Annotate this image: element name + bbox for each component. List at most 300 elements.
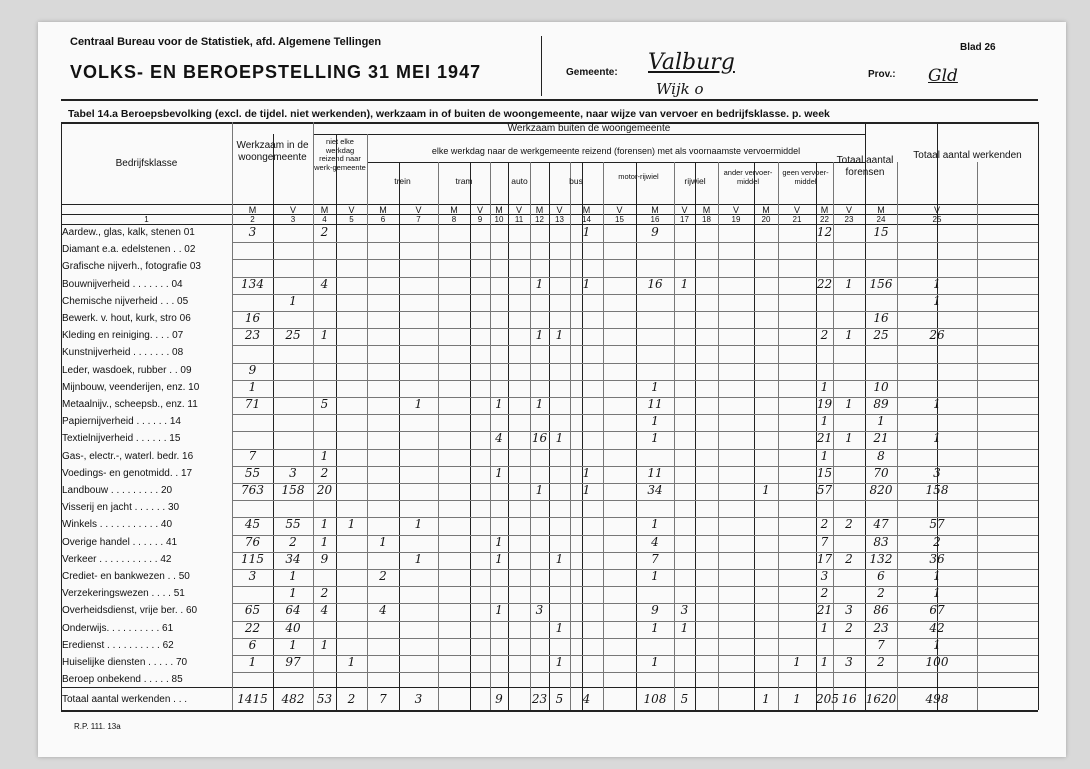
header-v: V (933, 205, 940, 215)
table-cell: 26 (929, 328, 945, 343)
column-rule (508, 162, 509, 710)
table-cell: 1 (845, 397, 853, 411)
table-cell: 83 (873, 534, 889, 549)
table-cell: 1 (651, 414, 659, 429)
table-cell: 3 (248, 569, 257, 583)
table-cell: 156 (869, 276, 893, 291)
row-label: Grafische nijverh., fotografie 03 (62, 261, 201, 273)
table-cell: 1 (877, 414, 885, 429)
row-label: Textielnijverheid . . . . . . 15 (62, 433, 181, 445)
column-number: 21 (792, 215, 802, 224)
table-cell: 1 (845, 276, 853, 291)
totals-cell: 205 (816, 692, 839, 706)
table-cell: 100 (925, 655, 949, 669)
table-cell: 15 (816, 465, 833, 480)
table-cell: 9 (320, 551, 329, 566)
table-cell: 21 (816, 603, 833, 618)
table-cell: 3 (845, 655, 853, 669)
table-cell: 1 (495, 534, 503, 549)
gemeente-value: Valburg (648, 50, 735, 75)
header-v: V (793, 205, 800, 215)
row-label: Eredienst . . . . . . . . . . 62 (62, 639, 174, 651)
column-number: 17 (680, 215, 689, 224)
table-cell: 55 (244, 465, 261, 480)
header-m: M (495, 205, 503, 215)
table-cell: 2 (320, 465, 329, 480)
table-cell: 1 (248, 379, 257, 394)
rule-table-bottom (61, 710, 1038, 712)
header-m: M (535, 205, 544, 215)
table-cell: 8 (877, 448, 885, 463)
gemeente-value-second-line: Wijk o (656, 80, 704, 98)
rule-buiten (313, 134, 865, 135)
column-number: 6 (380, 215, 386, 224)
table-cell: 4 (495, 431, 503, 446)
table-cell: 1 (495, 465, 503, 480)
totals-cell: 9 (495, 692, 503, 706)
table-cell: 22 (244, 620, 261, 635)
column-rule (570, 162, 571, 710)
table-cell: 158 (281, 483, 305, 497)
row-label: Chemische nijverheid . . . 05 (62, 295, 189, 307)
totals-cell: 7 (379, 692, 387, 706)
column-number: 3 (290, 215, 296, 224)
header-bus: bus (569, 176, 583, 186)
column-number: 14 (582, 215, 591, 224)
row-rule (232, 380, 1038, 381)
totals-cell: 2 (347, 692, 356, 706)
table-cell: 2 (845, 620, 853, 635)
column-number: 19 (731, 215, 741, 224)
header-m: M (877, 205, 885, 215)
header-m: M (702, 205, 711, 215)
header-auto: auto (511, 176, 528, 186)
table-cell: 1 (555, 431, 564, 446)
header-v: V (556, 205, 563, 215)
table-cell: 1 (535, 328, 544, 343)
table-cell: 1 (289, 569, 297, 583)
table-cell: 1 (582, 465, 591, 480)
header-v: V (476, 205, 483, 215)
column-number: 2 (250, 215, 255, 224)
column-number: 9 (477, 215, 483, 224)
table-cell: 4 (320, 276, 329, 291)
table-cell: 6 (248, 637, 257, 652)
row-label: Bouwnijverheid . . . . . . . 04 (62, 278, 183, 290)
table-cell: 11 (647, 397, 663, 411)
header-v: V (515, 205, 522, 215)
table-cell: 3 (289, 465, 297, 480)
table-cell: 1 (495, 603, 503, 618)
row-label: Huiselijke diensten . . . . . 70 (62, 657, 188, 668)
table-cell: 3 (845, 603, 853, 618)
table-cell: 97 (285, 655, 301, 669)
blad-label: Blad (960, 42, 982, 53)
table-cell: 1 (820, 620, 829, 635)
totals-cell: 498 (925, 692, 949, 706)
table-cell: 115 (241, 551, 264, 566)
header-ander-vervoermiddel: ander vervoer-middel (723, 168, 773, 186)
row-label: Verzekeringswezen . . . . 51 (62, 588, 185, 600)
table-cell: 4 (651, 534, 659, 549)
table-cell: 1 (347, 655, 356, 669)
totals-cell: 482 (281, 692, 305, 706)
table-cell: 12 (816, 225, 833, 239)
table-cell: 1 (535, 483, 544, 497)
table-cell: 1 (320, 534, 329, 549)
table-cell: 1 (680, 620, 689, 635)
column-rule (582, 162, 583, 710)
row-label: Overheidsdienst, vrije ber. . 60 (62, 605, 198, 617)
table-cell: 1 (933, 431, 941, 446)
totals-cell: 5 (555, 692, 564, 706)
totals-label: Totaal aantal werkenden . . . (62, 694, 188, 705)
table-cell: 89 (873, 397, 889, 411)
table-cell: 25 (285, 328, 301, 343)
header-v: V (289, 205, 296, 215)
table-cell: 7 (248, 448, 257, 463)
blad-number: 26 (984, 42, 996, 53)
table-cell: 23 (244, 328, 261, 343)
table-cell: 3 (248, 225, 257, 239)
table-cell: 16 (244, 311, 261, 325)
table-cell: 20 (316, 483, 333, 497)
row-label: Winkels . . . . . . . . . . . 40 (62, 519, 173, 531)
column-number: 1 (144, 215, 149, 224)
column-rule (399, 162, 400, 710)
organization-name: Centraal Bureau voor de Statistiek, afd. Algemene Tellingen (70, 36, 382, 48)
table-cell: 1 (933, 276, 941, 291)
table-cell: 34 (647, 483, 663, 497)
table-cell: 1 (933, 586, 941, 601)
column-number: 4 (322, 215, 327, 224)
table-cell: 7 (877, 637, 885, 652)
row-rule (232, 449, 1038, 450)
table-cell: 11 (647, 465, 663, 480)
table-cell: 1 (495, 397, 503, 411)
column-number: 16 (650, 215, 660, 224)
table-cell: 7 (820, 534, 829, 549)
table-cell: 1 (820, 414, 829, 429)
table-cell: 34 (285, 551, 301, 566)
row-label: Papiernijverheid . . . . . . 14 (62, 416, 181, 428)
row-label: Metaalnijv., scheepsb., enz. 11 (62, 399, 198, 410)
table-cell: 1 (414, 551, 423, 566)
table-cell: 1 (414, 517, 423, 532)
row-label: Voedings- en genotmidd. . 17 (62, 467, 193, 479)
table-cell: 1 (555, 620, 564, 635)
table-cell: 4 (379, 603, 387, 618)
header-geen-vervoermiddel: geen vervoer-middel (782, 168, 829, 186)
table-cell: 25 (873, 328, 889, 343)
table-cell: 763 (241, 483, 264, 497)
table-cell: 1 (762, 483, 770, 497)
row-label: Verkeer . . . . . . . . . . . 42 (62, 553, 172, 565)
table-cell: 65 (244, 603, 261, 618)
table-cell: 10 (873, 379, 889, 394)
table-cell: 70 (873, 465, 889, 480)
column-number: 12 (535, 215, 544, 224)
table-cell: 17 (816, 551, 833, 566)
row-label: Visserij en jacht . . . . . . 30 (62, 502, 180, 514)
table-cell: 1 (320, 517, 329, 532)
column-number: 8 (451, 215, 457, 224)
table-cell: 2 (820, 328, 829, 343)
table-cell: 6 (877, 569, 885, 583)
table-cell: 2 (877, 655, 885, 669)
table-cell: 1 (933, 637, 941, 652)
table-cell: 23 (873, 620, 889, 635)
table-cell: 132 (869, 551, 893, 566)
table-cell: 9 (651, 225, 659, 239)
totals-cell: 1 (762, 692, 770, 706)
table-cell: 1 (680, 276, 689, 291)
column-rule (754, 162, 755, 710)
table-cell: 1 (320, 448, 329, 463)
row-rule (232, 259, 1038, 260)
column-rule (470, 162, 471, 710)
column-rule (718, 162, 719, 710)
header-niet-elke: niet elke werkdag reizend naar werk-gemeente (314, 137, 366, 172)
rule-under-header (61, 99, 1038, 101)
table-cell: 1 (651, 431, 659, 446)
column-rule (603, 162, 604, 710)
row-label: Overige handel . . . . . . 41 (62, 536, 178, 548)
census-form-sheet (38, 22, 1066, 757)
header-m: M (320, 205, 329, 215)
totals-cell: 5 (680, 692, 689, 706)
header-m: M (651, 205, 659, 215)
row-label: Diamant e.a. edelstenen . . 02 (62, 244, 196, 256)
table-cell: 86 (873, 603, 889, 618)
column-rule (438, 162, 439, 710)
table-cell: 2 (320, 225, 329, 239)
table-cell: 3 (535, 603, 544, 618)
table-cell: 1 (379, 534, 387, 549)
table-cell: 1 (845, 431, 853, 446)
table-cell: 1 (555, 551, 564, 566)
header-werkzaam-buiten: Werkzaam buiten de woongemeente (507, 123, 671, 134)
header-divider (541, 36, 542, 96)
header-motorrijwiel: motor-rijwiel (618, 172, 659, 181)
table-cell: 21 (873, 431, 889, 446)
table-cell: 3 (933, 465, 941, 480)
table-cell: 2 (845, 551, 853, 566)
table-cell: 1 (582, 225, 591, 239)
header-totaal-forensen: Totaal aantal forensen (836, 155, 894, 178)
row-rule (232, 500, 1038, 501)
table-cell: 1 (320, 328, 329, 343)
totals-cell: 1415 (237, 692, 268, 706)
header-m: M (762, 205, 770, 215)
table-cell: 9 (651, 603, 659, 618)
table-cell: 1 (555, 655, 564, 669)
table-cell: 158 (925, 483, 949, 497)
header-m: M (379, 205, 387, 215)
column-number: 22 (820, 215, 829, 224)
row-label: Crediet- en bankwezen . . 50 (62, 571, 190, 582)
table-cell: 9 (248, 362, 257, 377)
sheet-number (960, 42, 996, 53)
row-rule (232, 414, 1038, 415)
table-cell: 2 (289, 534, 297, 549)
table-cell: 1 (651, 655, 659, 669)
row-label: Bewerk. v. hout, kurk, stro 06 (62, 313, 191, 324)
table-cell: 1 (248, 655, 257, 669)
table-cell: 2 (379, 569, 387, 583)
table-cell: 1 (289, 586, 297, 601)
header-trein: trein (394, 176, 411, 186)
totals-cell: 23 (531, 692, 548, 706)
table-cell: 2 (820, 517, 829, 532)
column-number: 25 (932, 215, 942, 224)
province-label: Prov.: (868, 69, 896, 80)
table-cell: 55 (285, 517, 301, 532)
table-cell: 40 (285, 620, 301, 635)
row-rule (232, 672, 1038, 673)
header-v: V (845, 205, 852, 215)
table-cell: 134 (241, 276, 264, 291)
table-cell: 1 (535, 397, 544, 411)
column-number: 23 (844, 215, 854, 224)
table-cell: 1 (820, 448, 829, 463)
table-cell: 21 (816, 431, 833, 446)
table-cell: 3 (680, 603, 689, 618)
table-cell: 42 (929, 620, 945, 635)
row-label: Kunstnijverheid . . . . . . . 08 (62, 347, 184, 359)
table-cell: 2 (845, 517, 853, 532)
header-elke-werkdag: elke werkdag naar de werkgemeente reizend (forensen) met als voornaamste vervoermiddel (431, 146, 801, 156)
table-cell: 2 (933, 534, 941, 549)
column-number: 11 (514, 215, 524, 224)
table-cell: 19 (816, 397, 833, 411)
table-cell: 16 (531, 431, 548, 446)
table-cell: 76 (244, 534, 261, 549)
header-werkzaam-in: Werkzaam in de woongemeente (236, 140, 309, 163)
row-label: Leder, wasdoek, rubber . . 09 (62, 364, 192, 376)
form-code: R.P. 111. 13a (74, 722, 121, 731)
header-v: V (415, 205, 422, 215)
totals-cell: 1620 (865, 692, 897, 706)
table-cell: 5 (320, 397, 329, 411)
row-rule (232, 242, 1038, 243)
table-cell: 16 (647, 276, 663, 291)
header-m: M (582, 205, 591, 215)
row-label: Kleding en reiniging. . . . 07 (62, 330, 184, 342)
header-v: V (616, 205, 623, 215)
table-cell: 45 (244, 517, 261, 532)
table-cell: 1 (289, 637, 297, 652)
header-v: V (732, 205, 739, 215)
row-label: Beroep onbekend . . . . . 85 (62, 674, 183, 686)
table-cell: 4 (320, 603, 329, 618)
table-cell: 57 (929, 517, 945, 532)
column-rule (1038, 122, 1039, 710)
column-number: 7 (416, 215, 421, 224)
table-cell: 22 (816, 276, 833, 291)
column-rule (977, 162, 978, 710)
row-rule (232, 311, 1038, 312)
province-value: Gld (928, 66, 958, 86)
table-title: Tabel 14.a Beroepsbevolking (excl. de tijdel. niet werkenden), werkzaam in of buiten de woongemeente, naar wijze van vervoer en bedrijfsklasse. p. week (68, 108, 830, 120)
totals-cell: 16 (841, 692, 857, 706)
totals-cell: 1 (793, 692, 801, 706)
header-totaal-werkenden: Totaal aantal werkenden (913, 150, 1022, 161)
row-rule (232, 345, 1038, 346)
row-rule (232, 363, 1038, 364)
table-cell: 1 (651, 379, 659, 394)
table-cell: 1 (651, 620, 659, 635)
header-m: M (450, 205, 458, 215)
table-cell: 1 (820, 655, 829, 669)
table-cell: 1 (933, 397, 941, 411)
rule-elke-werkdag (367, 162, 865, 163)
table-cell: 2 (877, 586, 885, 601)
row-label: Landbouw . . . . . . . . . 20 (62, 485, 173, 496)
table-cell: 1 (582, 276, 591, 291)
column-number: 20 (761, 215, 771, 224)
table-cell: 36 (929, 551, 945, 566)
table-cell: 1 (651, 569, 659, 583)
table-cell: 2 (820, 586, 829, 601)
row-label: Onderwijs. . . . . . . . . . 61 (62, 622, 174, 634)
table-cell: 1 (820, 379, 829, 394)
column-number: 15 (615, 215, 624, 224)
row-label: Mijnbouw, veenderijen, enz. 10 (62, 381, 200, 393)
table-cell: 15 (873, 225, 889, 239)
header-v: V (348, 205, 355, 215)
table-cell: 1 (320, 637, 329, 652)
table-cell: 1 (414, 397, 423, 411)
column-rule (695, 162, 696, 710)
totals-cell: 108 (643, 692, 667, 706)
table-cell: 1 (582, 483, 591, 497)
gemeente-label: Gemeente: (566, 67, 618, 78)
row-label: Aardew., glas, kalk, stenen 01 (62, 227, 195, 238)
column-number: 24 (876, 215, 886, 224)
table-cell: 3 (820, 569, 829, 583)
table-cell: 1 (845, 328, 853, 343)
header-tram: tram (455, 176, 473, 186)
row-label: Gas-, electr.-, waterl. bedr. 16 (62, 450, 194, 462)
table-cell: 57 (816, 483, 833, 497)
table-cell: 16 (873, 311, 889, 325)
table-cell: 64 (285, 603, 301, 618)
column-number: 5 (349, 215, 354, 224)
table-cell: 1 (793, 655, 801, 669)
totals-cell: 53 (316, 692, 333, 706)
column-number: 13 (555, 215, 564, 224)
header-m: M (820, 205, 829, 215)
table-cell: 47 (873, 517, 889, 532)
table-cell: 1 (535, 276, 544, 291)
header-v: V (681, 205, 688, 215)
header-m: M (248, 205, 257, 215)
table-cell: 7 (651, 551, 659, 566)
table-cell: 2 (320, 586, 329, 601)
header-rijwiel: rijwiel (684, 176, 706, 186)
column-rule (778, 162, 779, 710)
table-cell: 71 (244, 397, 261, 411)
totals-cell: 3 (414, 692, 423, 706)
table-cell: 1 (933, 293, 941, 308)
table-cell: 1 (651, 517, 659, 532)
column-number: 10 (494, 215, 504, 224)
table-cell: 1 (289, 293, 297, 308)
totals-cell: 4 (582, 692, 591, 706)
column-number: 18 (702, 215, 711, 224)
header-bedrijfsklasse: Bedrijfsklasse (115, 158, 178, 169)
